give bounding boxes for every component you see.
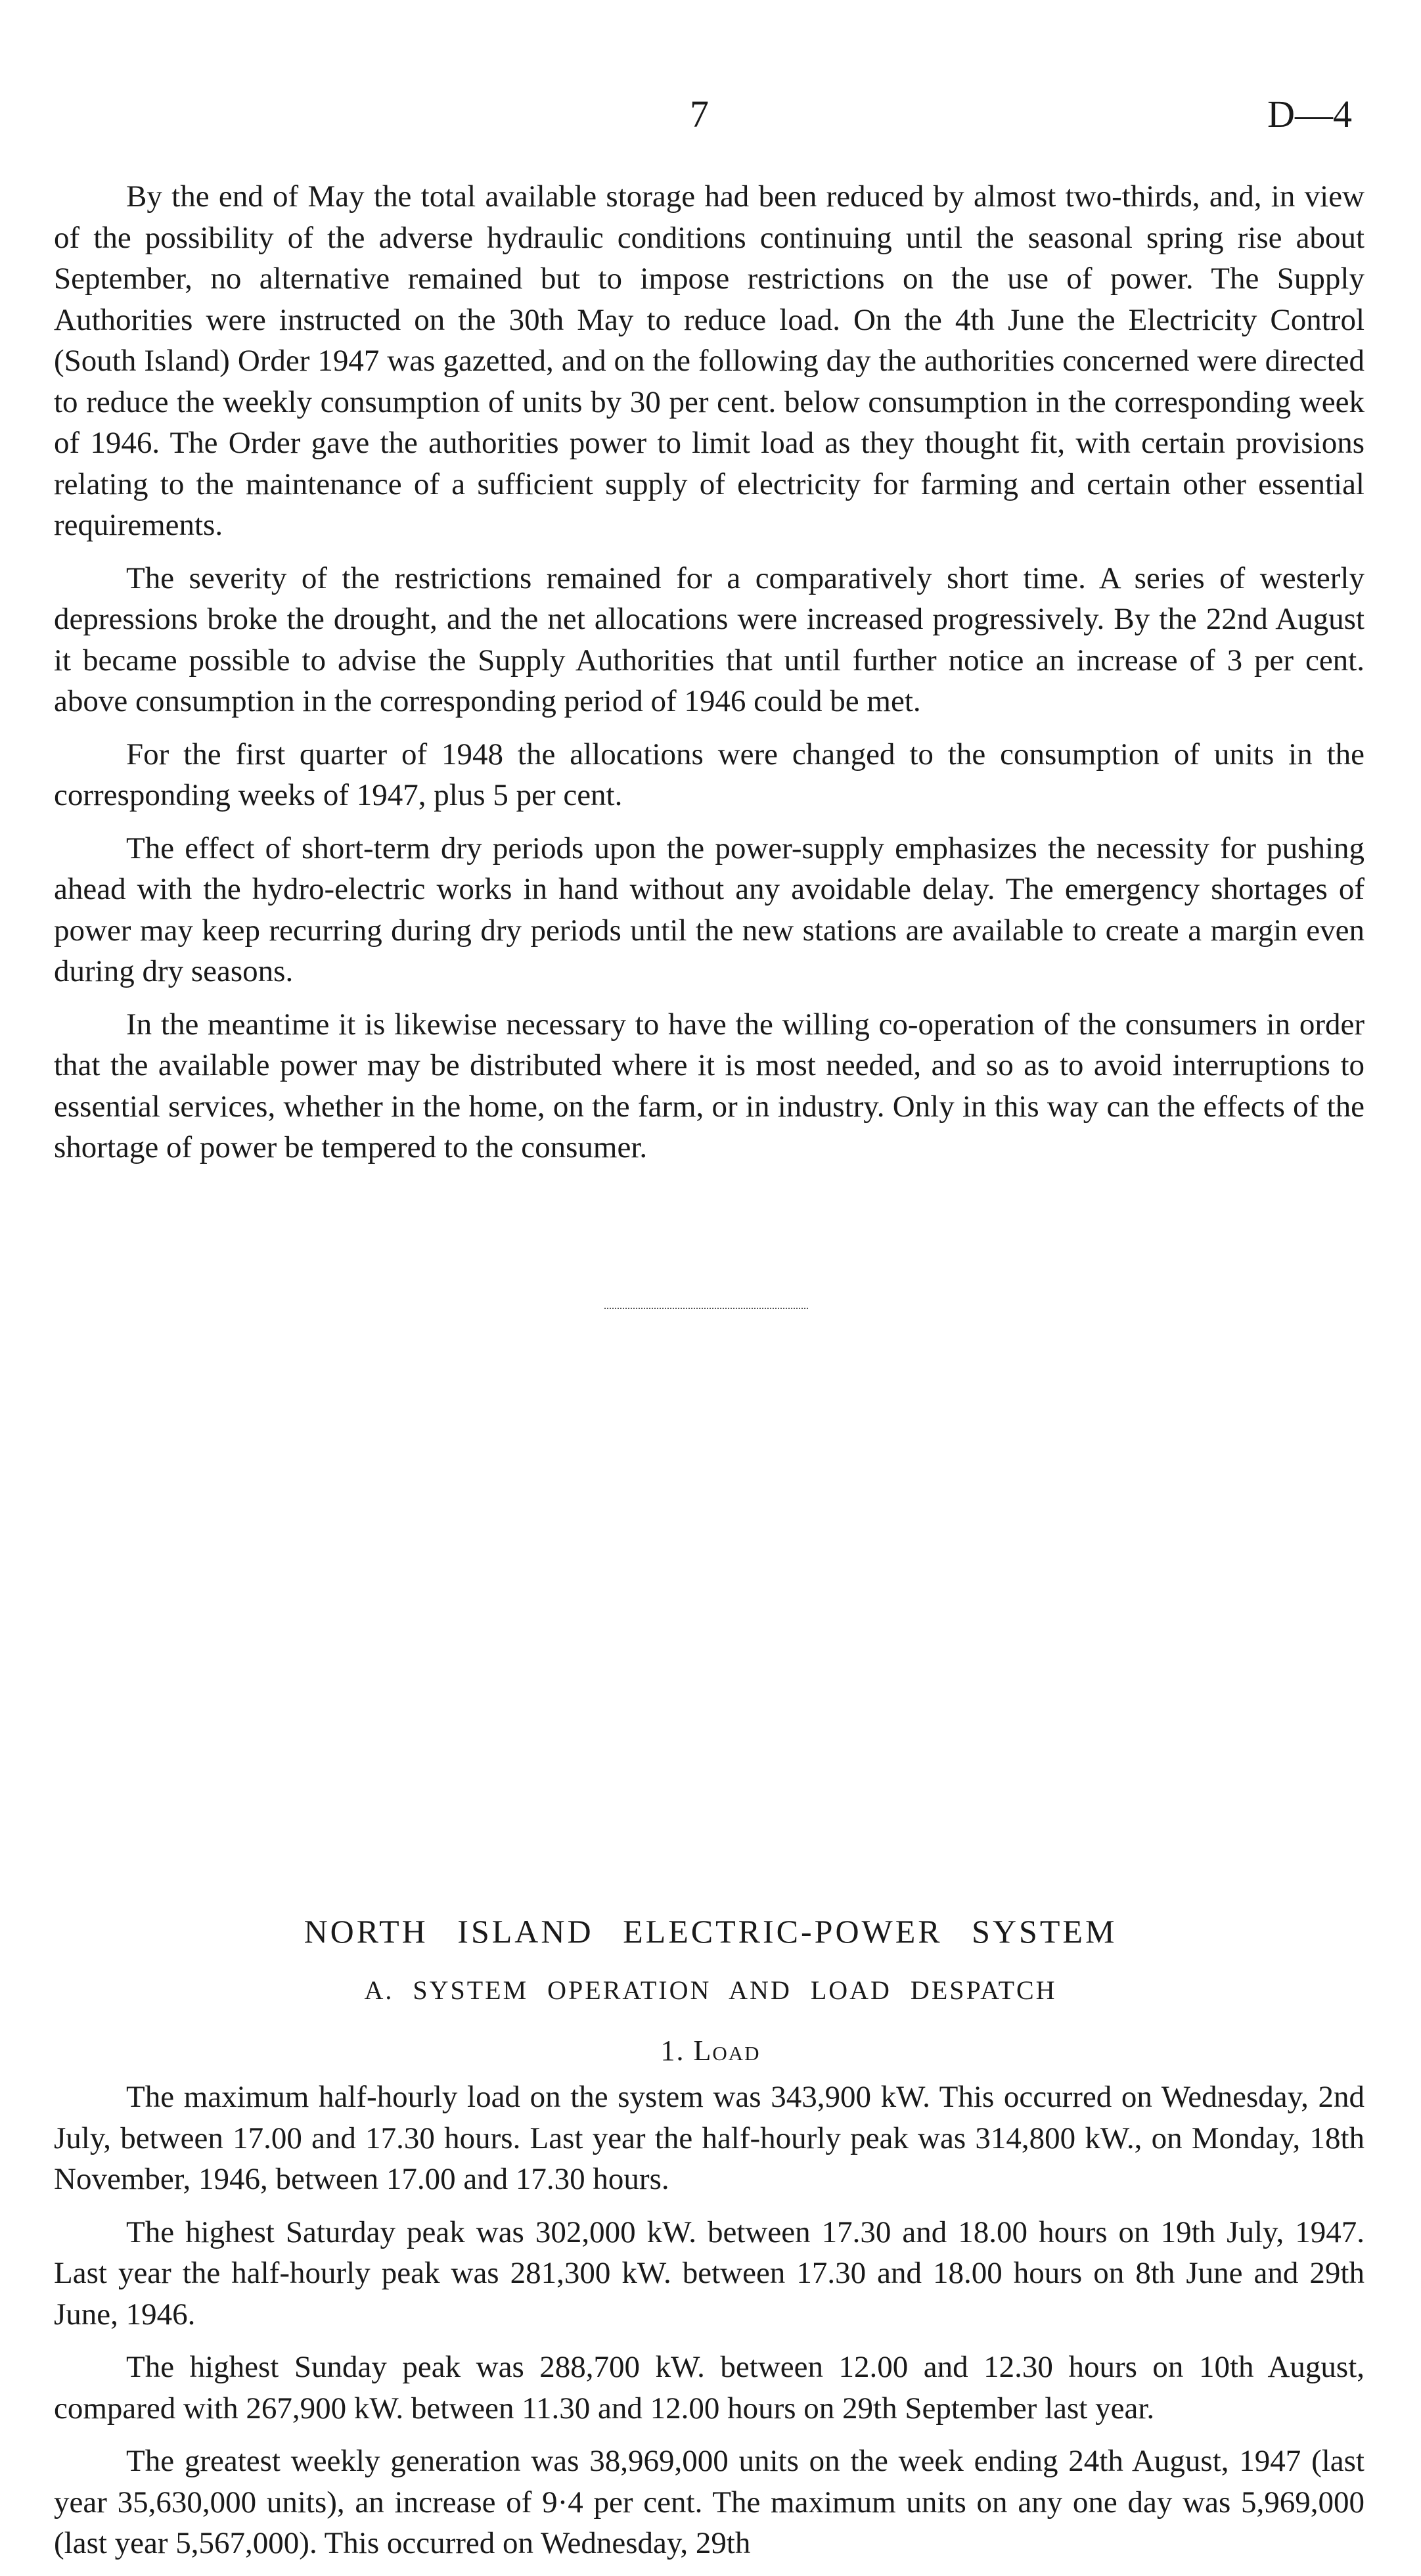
section-divider — [604, 1308, 808, 1309]
paragraph: The severity of the restrictions remained for a comparatively short time. A series of westerly depressions broke the drought, and the net allocations were increased progressively. By the 22nd August it became possible to advise the Supply Authorities that until further notice an increase of 3 per cent. above consumption in the corresponding period of 1946 could be met. — [54, 561, 1365, 718]
paragraph: In the meantime it is likewise necessary to have the willing co-operation of the consumers in order that the available power may be distributed where it is most needed, and so as to avoid interruptions to essential services, whether in the home, on the farm, or in industry. Only in this way can the effects of the shortage of power be tempered to the consumer. — [54, 1007, 1365, 1164]
paragraph: The greatest weekly generation was 38,969,000 units on the week ending 24th August, 1947 (last year 35,630,000 units), an increase of 9·4 per cent. The maximum units on any one day was 5,969,000 (last year 5,567,000). This occurred on Wednesday, 29th — [54, 2444, 1365, 2560]
paragraph: For the first quarter of 1948 the allocations were changed to the consumption of units in the corresponding weeks of 1947, plus 5 per cent. — [54, 737, 1365, 812]
page-number: 7 — [690, 93, 709, 135]
paragraph: The highest Saturday peak was 302,000 kW. between 17.30 and 18.00 hours on 19th July, 1947. Last year the half-hourly peak was 281,300 kW. between 17.30 and 18.00 hours on 8th June and 29th June, 1946. — [54, 2215, 1365, 2332]
paragraph: The highest Sunday peak was 288,700 kW. between 12.00 and 12.30 hours on 10th August, compared with 267,900 kW. between 11.30 and 12.00 hours on 29th September last year. — [54, 2350, 1365, 2426]
subsection-heading: 1. Load — [660, 2035, 761, 2067]
load-section — [54, 2077, 1365, 2576]
paragraph: The maximum half-hourly load on the system was 343,900 kW. This occurred on Wednesday, 2nd July, between 17.00 and 17.30 hours. Last year the half-hourly peak was 314,800 kW., on Monday, 18th November, 1946, between 17.00 and 17.30 hours. — [54, 2080, 1365, 2196]
section-subtitle: A. SYSTEM OPERATION AND LOAD DESPATCH — [364, 1975, 1057, 2005]
section-title: NORTH ISLAND ELECTRIC-POWER SYSTEM — [304, 1913, 1117, 1950]
page-header — [0, 92, 1421, 145]
paragraph: The effect of short-term dry periods upon the power-supply emphasizes the necessity for pushing ahead with the hydro-electric works in hand without any avoidable delay. The emergency shortages of power may keep recurring during dry periods until the new stations are available to create a margin even during dry seasons. — [54, 831, 1365, 988]
paragraph: By the end of May the total available storage had been reduced by almost two-thirds, and, in view of the possibility of the adverse hydraulic conditions continuing until the seasonal spring rise about September, no alternative remained but to impose restrictions on the use of power. The Supply Authorities were instructed on the 30th May to reduce load. On the 4th June the Electricity Control (South Island) Order 1947 was gazetted, and on the following day the authorities concerned were directed to reduce the weekly consumption of units by 30 per cent. below consumption in the corresponding week of 1946. The Order gave the authorities power to limit load as they thought fit, with certain provisions relating to the maintenance of a sufficient supply of electricity for farming and certain other essential requirements. — [54, 179, 1365, 542]
document-reference: D—4 — [1267, 93, 1352, 135]
intro-section — [54, 176, 1365, 1180]
